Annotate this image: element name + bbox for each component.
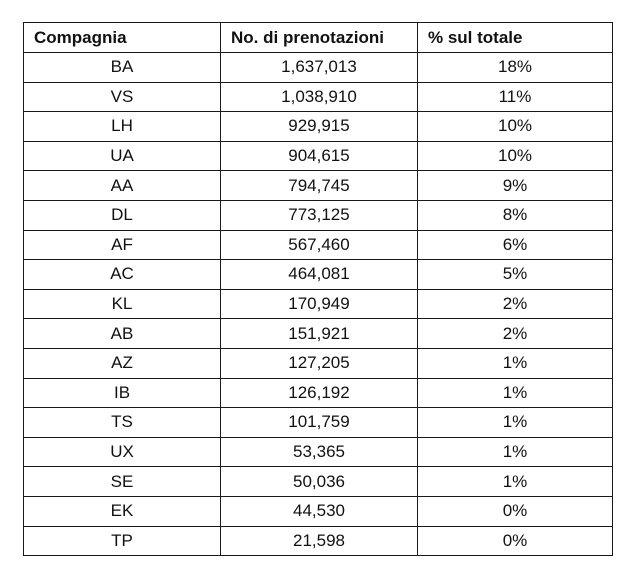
carrier-cell: TP — [24, 526, 221, 556]
bookings-cell: 127,205 — [221, 348, 418, 378]
share-cell: 11% — [418, 82, 613, 112]
carrier-cell: UA — [24, 141, 221, 171]
table-row — [24, 496, 613, 526]
bookings-cell: 1,637,013 — [221, 53, 418, 83]
table-row — [24, 200, 613, 230]
bookings-cell: 44,530 — [221, 496, 418, 526]
bookings-cell: 53,365 — [221, 437, 418, 467]
table-row — [24, 260, 613, 290]
table-row — [24, 378, 613, 408]
table-row — [24, 230, 613, 260]
share-cell: 8% — [418, 200, 613, 230]
bookings-cell: 904,615 — [221, 141, 418, 171]
carrier-cell: SE — [24, 467, 221, 497]
bookings-cell: 929,915 — [221, 112, 418, 142]
bookings-cell: 101,759 — [221, 408, 418, 438]
carrier-cell: LH — [24, 112, 221, 142]
table-row — [24, 141, 613, 171]
bookings-cell: 170,949 — [221, 289, 418, 319]
share-cell: 5% — [418, 260, 613, 290]
share-cell: 10% — [418, 112, 613, 142]
bookings-cell: 794,745 — [221, 171, 418, 201]
share-cell: 1% — [418, 437, 613, 467]
table-row — [24, 526, 613, 556]
share-cell: 10% — [418, 141, 613, 171]
bookings-cell: 567,460 — [221, 230, 418, 260]
share-cell: 2% — [418, 289, 613, 319]
bookings-cell: 21,598 — [221, 526, 418, 556]
carrier-cell: AZ — [24, 348, 221, 378]
share-cell: 1% — [418, 348, 613, 378]
bookings-cell: 151,921 — [221, 319, 418, 349]
header-carrier: Compagnia — [24, 23, 221, 53]
table-row — [24, 408, 613, 438]
share-cell: 6% — [418, 230, 613, 260]
header-share: % sul totale — [418, 23, 613, 53]
table-row — [24, 319, 613, 349]
bookings-cell: 1,038,910 — [221, 82, 418, 112]
bookings-cell: 50,036 — [221, 467, 418, 497]
table-row — [24, 82, 613, 112]
table-row — [24, 437, 613, 467]
table-row — [24, 112, 613, 142]
header-row — [24, 23, 613, 53]
share-cell: 0% — [418, 526, 613, 556]
bookings-table — [23, 22, 613, 556]
bookings-cell: 464,081 — [221, 260, 418, 290]
table-row — [24, 289, 613, 319]
bookings-cell: 126,192 — [221, 378, 418, 408]
carrier-cell: EK — [24, 496, 221, 526]
carrier-cell: DL — [24, 200, 221, 230]
carrier-cell: KL — [24, 289, 221, 319]
table-body — [24, 53, 613, 556]
share-cell: 1% — [418, 467, 613, 497]
table-header — [24, 23, 613, 53]
share-cell: 2% — [418, 319, 613, 349]
table-row — [24, 53, 613, 83]
table-row — [24, 467, 613, 497]
share-cell: 9% — [418, 171, 613, 201]
table-row — [24, 348, 613, 378]
share-cell: 1% — [418, 378, 613, 408]
table-row — [24, 171, 613, 201]
carrier-cell: AC — [24, 260, 221, 290]
share-cell: 1% — [418, 408, 613, 438]
carrier-cell: AA — [24, 171, 221, 201]
share-cell: 18% — [418, 53, 613, 83]
carrier-cell: AF — [24, 230, 221, 260]
carrier-cell: TS — [24, 408, 221, 438]
carrier-cell: UX — [24, 437, 221, 467]
carrier-cell: AB — [24, 319, 221, 349]
header-bookings: No. di prenotazioni — [221, 23, 418, 53]
carrier-cell: BA — [24, 53, 221, 83]
share-cell: 0% — [418, 496, 613, 526]
carrier-cell: VS — [24, 82, 221, 112]
carrier-cell: IB — [24, 378, 221, 408]
bookings-cell: 773,125 — [221, 200, 418, 230]
